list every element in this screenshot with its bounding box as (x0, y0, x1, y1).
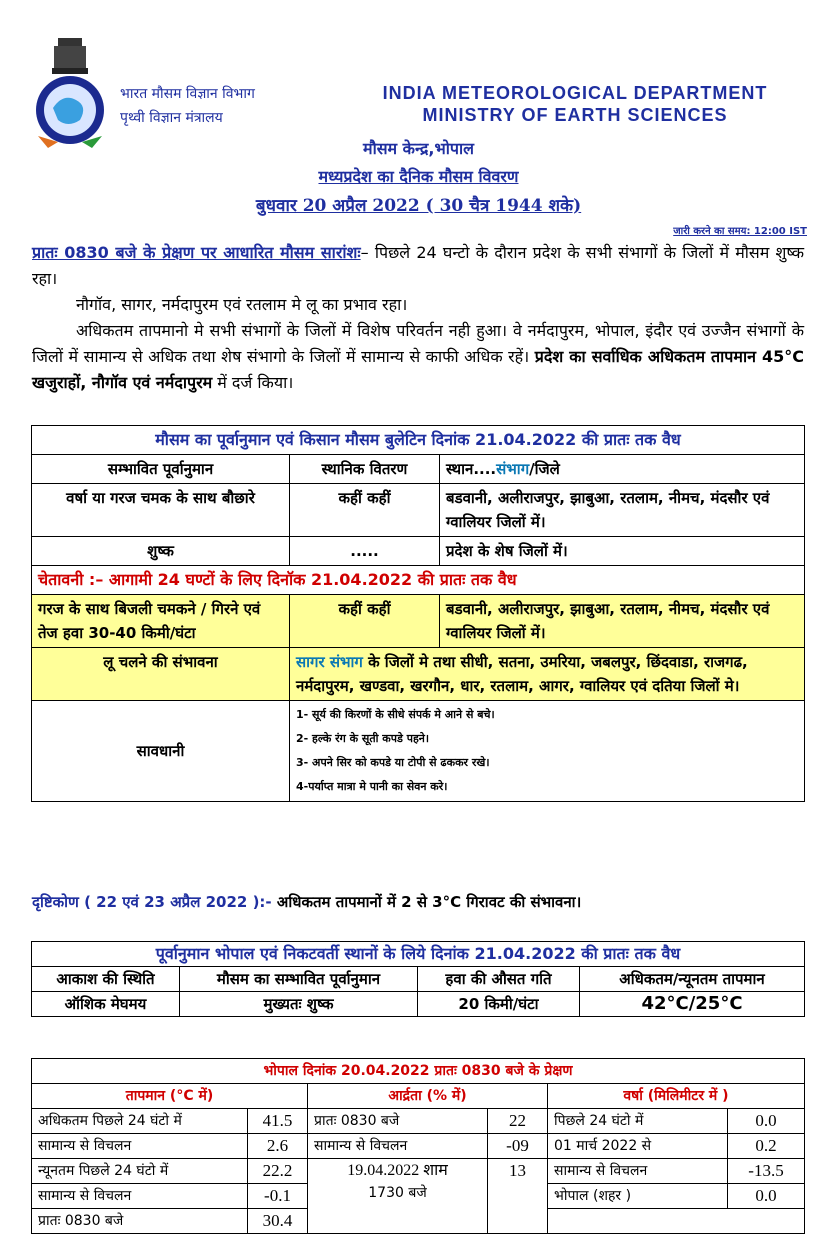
obs-humid-label: प्रातः 0830 बजे (308, 1109, 488, 1134)
bf-header-sky: आकाश की स्थिति (32, 967, 180, 992)
forecast-row2-dist: ..... (290, 537, 440, 566)
obs-rain-label: सामान्य से विचलन (548, 1159, 728, 1184)
dept-english-line2: MINISTRY OF EARTH SCIENCES (422, 105, 728, 125)
tip-item: 1- सूर्य की किरणों के सीधे संपर्क मे आने से बचे। (296, 708, 495, 721)
date-line: बुधवार 20 अप्रैल 2022 ( 30 चैत्र 1944 शके) (255, 196, 582, 216)
dept-hindi-line2: पृथ्वी विज्ञान मंत्रालय (120, 110, 223, 126)
precaution-tips (290, 701, 805, 802)
obs-rain-value: -13.5 (728, 1159, 805, 1184)
forecast-col3 (440, 455, 805, 484)
obs-rain-label: भोपाल (शहर ) (548, 1184, 728, 1209)
dept-english (350, 82, 800, 126)
forecast-col2: स्थानिक वितरण (290, 455, 440, 484)
obs-rain-value: 0.0 (728, 1109, 805, 1134)
forecast-title: मौसम का पूर्वानुमान एवं किसान मौसम बुलेटिन दिनांक 21.04.2022 की प्रातः तक वैध (32, 426, 805, 455)
summary-title: प्रातः 0830 बजे के प्रेक्षण पर आधारित मौसम सारांशः (32, 243, 361, 262)
warning-row2-place (290, 648, 805, 701)
obs-humid-label: सामान्य से विचलन (308, 1134, 488, 1159)
warning-row1-type: गरज के साथ बिजली चमकने / गिरने एवं तेज हवा 30-40 किमी/घंटा (32, 595, 290, 648)
obs-temp-label: सामान्य से विचलन (32, 1184, 248, 1209)
bf-value-weather: मुख्यतः शुष्क (180, 992, 418, 1017)
forecast-row1-type: वर्षा या गरज चमक के साथ बौछारे (32, 484, 290, 537)
warning-title: चेतावनी :– आगामी 24 घण्टों के लिए दिनॉक 21.04.2022 की प्रातः तक वैध (32, 566, 805, 595)
obs-rain-value: 0.2 (728, 1134, 805, 1159)
tip-item: 4-पर्याप्त मात्रा मे पानी का सेवन करे। (296, 780, 448, 793)
tip-item: 2- हल्के रंग के सूती कपडे पहने। (296, 732, 430, 745)
obs-temp-label: प्रातः 0830 बजे (32, 1209, 248, 1234)
tip-item: 3- अपने सिर को कपडे या टोपी से ढककर रखे। (296, 756, 490, 769)
obs-rain-label: 01 मार्च 2022 से (548, 1134, 728, 1159)
obs-humid-evening (308, 1159, 488, 1234)
obs-humid-evening-date: 19.04.2022 शाम (347, 1162, 448, 1179)
obs-rain-label: पिछले 24 घंटो में (548, 1109, 728, 1134)
outlook-label: दृष्टिकोण ( 22 एवं 23 अप्रैल 2022 ):- (32, 893, 272, 911)
obs-temp-label: सामान्य से विचलन (32, 1134, 248, 1159)
bf-value-wind: 20 किमी/घंटा (418, 992, 580, 1017)
warning-row1-dist: कहीं कहीं (290, 595, 440, 648)
summary-para3-end: में दर्ज किया। (217, 373, 294, 392)
precaution-label: सावधानी (32, 701, 290, 802)
forecast-row1-place: बडवानी, अलीराजपुर, झाबुआ, रतलाम, नीमच, मंदसौर एवं ग्वालियर जिलों में। (440, 484, 805, 537)
observation-table (31, 1058, 805, 1234)
obs-humid-evening-time: 1730 बजे (368, 1185, 427, 1201)
forecast-row1-dist: कहीं कहीं (290, 484, 440, 537)
outlook (32, 892, 581, 912)
summary-para2: नौगॉव, सागर, नर्मदापुरम एवं रतलाम मे लू का प्रभाव रहा। (76, 295, 408, 314)
warning-row2-place-a: सागर संभाग (296, 653, 363, 671)
obs-humid-value: -09 (488, 1134, 548, 1159)
observation-title: भोपाल दिनांक 20.04.2022 प्रातः 0830 बजे के प्रेक्षण (32, 1059, 805, 1084)
obs-empty-cell (548, 1209, 805, 1234)
centre-name: मौसम केन्द्र,भोपाल (363, 139, 474, 158)
page-header (0, 0, 837, 140)
warning-row2-place-b: के जिलों मे तथा सीधी, सतना, उमरिया, जबलपुर, छिंदवाडा, राजगढ, नर्मदापुरम, खण्डवा, खरगौन, धार, रतलाम, आगर, ग्वालियर एवं दतिया जिलों मे। (296, 653, 748, 695)
bhopal-forecast-table (31, 941, 805, 1017)
bf-header-weather: मौसम का सम्भावित पूर्वानुमान (180, 967, 418, 992)
dept-hindi (120, 82, 255, 130)
forecast-col3-c: /जिले (529, 460, 560, 478)
obs-temp-label: अधिकतम पिछले 24 घंटो में (32, 1109, 248, 1134)
dept-hindi-line1: भारत मौसम विज्ञान विभाग (120, 86, 255, 102)
imd-emblem-icon (28, 38, 112, 148)
summary-para3 (32, 318, 804, 396)
warning-row2-type: लू चलने की संभावना (32, 648, 290, 701)
bf-header-wind: हवा की औसत गति (418, 967, 580, 992)
forecast-col1: सम्भावित पूर्वानुमान (32, 455, 290, 484)
obs-temp-value: 2.6 (248, 1134, 308, 1159)
forecast-col3-a: स्थान.... (446, 460, 497, 478)
obs-header-humidity: आर्द्रता (% में) (308, 1084, 548, 1109)
bf-header-temp: अधिकतम/न्यूनतम तापमान (580, 967, 805, 992)
warning-row1-place: बडवानी, अलीराजपुर, झाबुआ, रतलाम, नीमच, मंदसौर एवं ग्वालियर जिलों में। (440, 595, 805, 648)
dept-english-line1: INDIA METEOROLOGICAL DEPARTMENT (382, 83, 768, 103)
issue-time: जारी करने का समय: 12:00 IST (673, 226, 807, 237)
obs-temp-label: न्यूनतम पिछले 24 घंटो में (32, 1159, 248, 1184)
outlook-text: अधिकतम तापमानों में 2 से 3°C गिरावट की संभावना। (276, 893, 582, 911)
obs-humid-value: 13 (488, 1159, 548, 1234)
forecast-row2-type: शुष्क (32, 537, 290, 566)
bhopal-forecast-title: पूर्वानुमान भोपाल एवं निकटवर्ती स्थानों के लिये दिनांक 21.04.2022 की प्रातः तक वैध (32, 942, 805, 967)
obs-rain-value: 0.0 (728, 1184, 805, 1209)
obs-header-rain: वर्षा (मिलिमीटर में ) (548, 1084, 805, 1109)
forecast-table (31, 425, 805, 802)
obs-humid-value: 22 (488, 1109, 548, 1134)
obs-temp-value: -0.1 (248, 1184, 308, 1209)
summary-intro: – पिछले 24 घन्टो के दौरान प्रदेश के सभी संभागों के जिलों में मौसम शुष्क रहा। (32, 243, 804, 288)
summary-para3-text: अधिकतम तापमानो मे सभी संभागों के जिलों में विशेष परिवर्तन नही हुआ। वे नर्मदापुरम, भोपाल, इंदौर एवं उज्जैन संभागों के जिलों में सामान्य से अधिक तथा शेष संभागो के जिलों में सामान्य से काफी अधिक रहें। (32, 321, 804, 366)
forecast-row2-place: प्रदेश के शेष जिलों में। (440, 537, 805, 566)
obs-temp-value: 41.5 (248, 1109, 308, 1134)
obs-temp-value: 30.4 (248, 1209, 308, 1234)
weather-summary (32, 240, 804, 396)
bf-value-sky: ऑशिक मेघमय (32, 992, 180, 1017)
forecast-col3-b: संभाग (496, 460, 530, 478)
obs-header-temp: तापमान (°C में) (32, 1084, 308, 1109)
bf-value-temp: 42°C/25°C (580, 992, 805, 1017)
summary-max-temp: प्रदेश का सर्वाधिक अधिकतम तापमान 45°C खजुराहों, नौगॉव एवं नर्मदापुरम (32, 347, 804, 392)
obs-temp-value: 22.2 (248, 1159, 308, 1184)
report-title: मध्यप्रदेश का दैनिक मौसम विवरण (318, 167, 519, 186)
